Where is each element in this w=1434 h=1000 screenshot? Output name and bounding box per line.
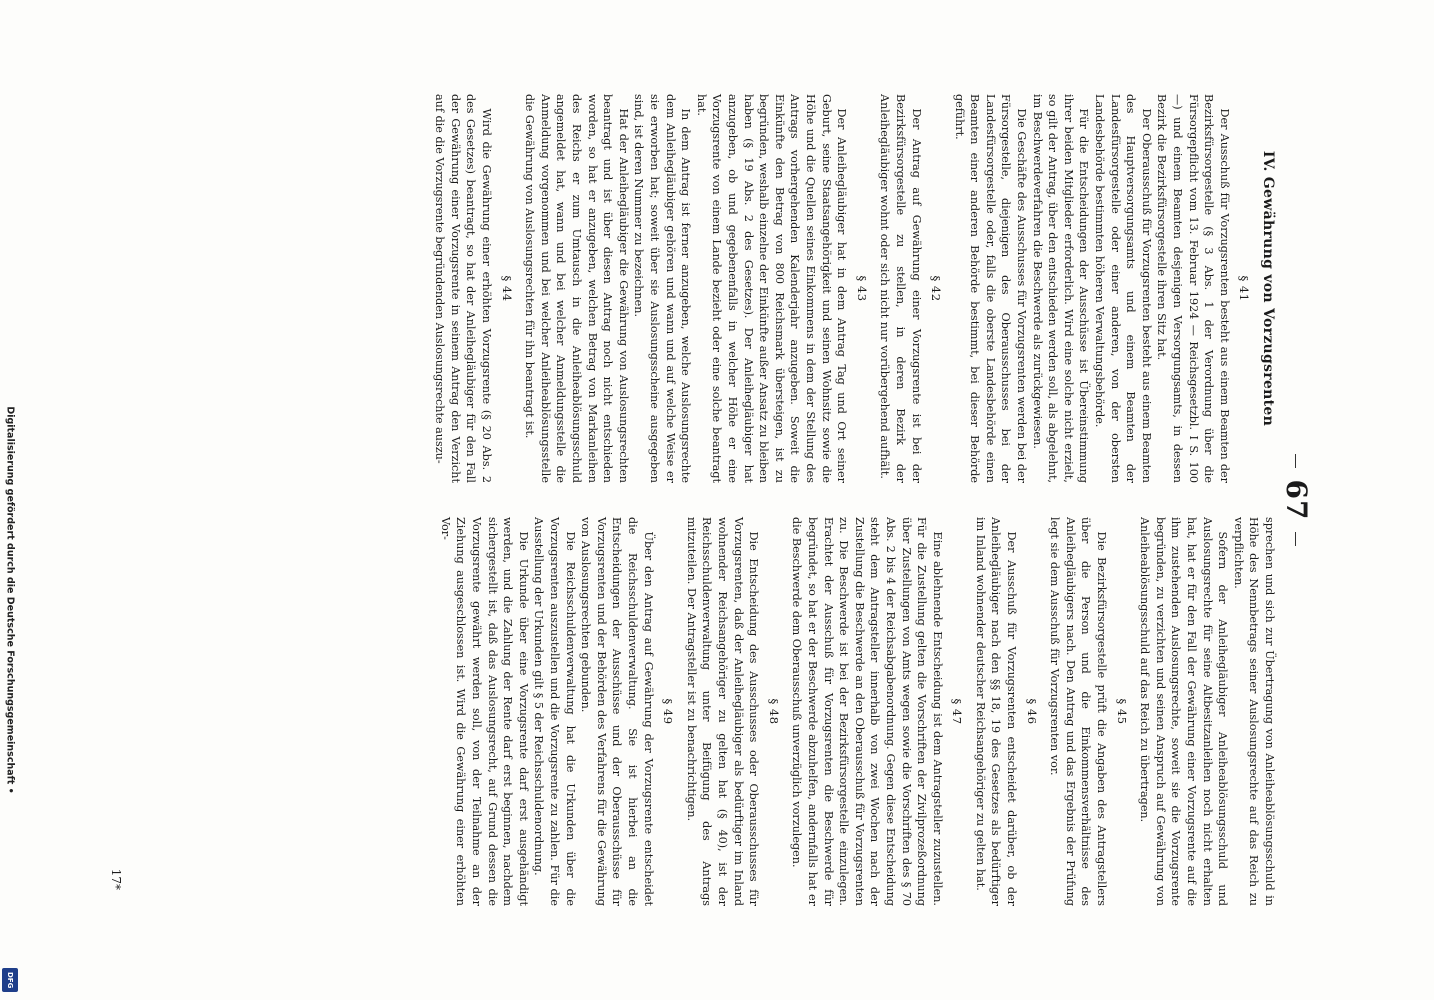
section-title-45: § 45 bbox=[1114, 698, 1129, 725]
header-dash-left bbox=[1296, 454, 1297, 468]
paragraph: Die Bezirksfürsorgestelle prüft die Angaben des Antragstellers über die Person und die Einkommensverhältnisse des Anleihegläubigers nach. Den Antrag und das Ergebnis der Prüfung legt sie dem Ausschuß für Vorzugsrenten vor. bbox=[1048, 517, 1109, 906]
section-title-46: § 46 bbox=[1024, 698, 1039, 725]
paragraph: Die Geschäfte des Ausschusses für Vorzugsrenten werden bei der Fürsorgestelle, diejenigen des Oberausschusses bei der Landesfürsorgestelle oder, falls die oberste Landesbehörde einen Beamten einer anderen Behörde bestimmt, bei dieser Behörde geführt. bbox=[952, 94, 1029, 483]
paragraph: Sofern der Anleihegläubiger Anleiheablösungsschuld und Auslosungsrechte für seine Altbesitzanleihen noch nicht erhalten hat, hat er für den Fall der Gewährung einer Vorzugsrente auf die ihm zustehenden Auslosungsrechte, soweit sie die Vorzugsrente begründen, zu verzichten und seinen Anspruch auf Gewährung von Anleiheablösungsschuld auf das Reich zu übertragen. bbox=[1138, 517, 1230, 906]
section-title-48: § 48 bbox=[766, 698, 781, 725]
rotated-sheet bbox=[97, 70, 1337, 930]
paragraph: Wird die Gewährung einer erhöhten Vorzugsrente (§ 20 Abs. 2 des Gesetzes) beantragt, so hat der Anleihegläubiger für den Fall der Gewährung einer Vorzugsrente in seinem Antrag den Verzicht auf die die Vorzugsrente begründenden Auslosungsrechte auszu- bbox=[433, 94, 494, 483]
paragraph: Für die Entscheidungen der Ausschüsse ist Übereinstimmung ihrer beiden Mitglieder erforderlich. Wird eine solche nicht erzielt, so gilt der Antrag, über den entschieden werden soll, als abgelehnt, im Beschwerdeverfahren die Beschwerde als zurückgewiesen. bbox=[1030, 94, 1091, 483]
paragraph: Der Ausschuß für Vorzugsrenten besteht aus einem Beamten der Bezirksfürsorgestelle (§ 3 Abs. 1 der Verordnung über die Fürsorgepflicht vom 13. Februar 1924 — Reichsgesetzbl. I S. 100 —) und einem Beamten desjenigen Versorgungsamts, in dessen Bezirk die Bezirksfürsorgestelle ihren Sitz hat. bbox=[1155, 94, 1231, 483]
dfg-logo-icon: DFG bbox=[2, 968, 18, 992]
paragraph: Der Anleihegläubiger hat in dem Antrag Tag und Ort seiner Geburt, seine Staatsangehörigkeit und seinen Wohnsitz sowie die Höhe und die Quellen seines Einkommens in dem der Stellung des Antrags vorhergehenden Kalenderjahr anzugeben. Soweit die Einkünfte den Betrag von 800 Reichsmark übersteigen, ist zu begründen, weshalb einzelne der Einkünfte außer Ansatz zu bleiben haben (§ 19 Abs. 2 des Gesetzes). Der Anleihegläubiger hat anzugeben, ob und gegebenenfalls in welcher Höhe er eine Vorzugsrente von einem Lande bezieht oder eine solche beantragt hat. bbox=[694, 94, 849, 483]
page-header bbox=[1281, 94, 1311, 906]
paragraph: Über den Antrag auf Gewährung der Vorzugsrente entscheidet die Reichsschuldenverwaltung. Sie ist hierbei an die Entscheidungen der Ausschüsse und der Oberausschüsse für Vorzugsrenten und der Behörden des Verfahrens für die Gewährung von Auslosungsrechten gebunden. bbox=[579, 517, 655, 906]
paragraph: Die Entscheidung des Ausschusses oder Oberausschusses für Vorzugsrenten, daß der Anleihegläubiger als bedürftiger im Inland wohnender Reichsangehöriger zu gelten hat (§ 40), ist der Reichsschuldenverwaltung unter Beifügung des Antrags mitzuteilen. Der Antragsteller ist zu benachrichtigen. bbox=[684, 517, 761, 906]
paragraph: Der Ausschuß für Vorzugsrenten entscheidet darüber, ob der Anleihegläubiger nach den §§ 18, 19 des Gesetzes als bedürftiger im Inland wohnender deutscher Reichsangehöriger zu gelten hat. bbox=[973, 517, 1019, 906]
text-columns bbox=[432, 94, 1277, 906]
chapter-title: IV. Gewährung von Vorzugsrenten bbox=[1260, 150, 1276, 427]
right-column bbox=[432, 517, 1277, 906]
credit-text: Digitalisierung gefördert durch die Deutsche Forschungsgemeinschaft • bbox=[4, 406, 16, 794]
section-title-44: § 44 bbox=[499, 275, 514, 302]
header-dash-right bbox=[1296, 532, 1297, 546]
paragraph: Die Urkunde über eine Vorzugsrente darf erst ausgehändigt werden, und die Zahlung der Rente darf erst beginnen, nachdem sichergestellt ist, daß das Auslosungsrecht, auf Grund dessen die Vorzugsrente gewährt werden soll, von der Teilnahme an der Ziehung ausgeschlossen ist. Wird die Gewährung einer erhöhten Vor- bbox=[438, 517, 530, 906]
paragraph: Eine ablehnende Entscheidung ist dem Antragsteller zuzustellen. Für die Zustellung gelten die Vorschriften der Zivilprozeßordnung über Zustellungen von Amts wegen sowie die Vorschriften des § 70 Abs. 2 bis 4 der Reichsabgabenordnung. Gegen diese Entscheidung steht dem Antragsteller innerhalb von zwei Wochen nach der Zustellung die Beschwerde an den Oberausschuß für Vorzugsrenten zu. Die Beschwerde ist bei der Bezirksfürsorgestelle einzulegen. Erachtet der Ausschuß für Vorzugsrenten die Beschwerde für begründet, so hat er der Beschwerde abzuhelfen, andernfalls hat er die Beschwerde dem Oberausschuß unverzüglich vorzulegen. bbox=[790, 517, 944, 906]
paragraph: Hat der Anleihegläubiger die Gewährung von Auslosungsrechten beantragt und ist über diesen Antrag noch nicht entschieden worden, so hat er anzugeben, welchen Betrag von Markanleihen des Reichs er zum Umtausch in die Anleiheablösungsschuld angemeldet hat, wann und bei welcher Anmeldungsstelle die Anmeldung vorgenommen und bei welcher Anleiheablösungsstelle die Gewährung von Auslosungsrechten für ihn beantragt ist. bbox=[523, 94, 630, 483]
paragraph: sprechen und sich zur Übertragung von Anleiheablösungsschuld in Höhe des Nennbetrags seiner Auslosungsrechte auf das Reich zu verpflichten. bbox=[1231, 517, 1276, 906]
paragraph: Der Oberausschuß für Vorzugsrenten besteht aus einem Beamten des Hauptversorgungsamts und einem Beamten der Landesfürsorgestelle oder einer anderen, von der obersten Landesbehörde bestimmten höheren Verwaltungsbehörde. bbox=[1093, 94, 1153, 483]
left-column bbox=[432, 94, 1277, 483]
footer-signature: 17* bbox=[108, 868, 123, 890]
paragraph: Die Reichsschuldenverwaltung hat die Urkunden über die Vorzugsrenten auszustellen und die Vorzugsrente zu zahlen. Für die Ausstellung der Urkunden gilt § 5 der Reichsschuldenordnung. bbox=[532, 517, 577, 906]
paragraph: In dem Antrag ist ferner anzugeben, welche Auslosungsrechte dem Anleihegläubiger gehören und wann und auf welche Weise er sie erworben hat; soweit über sie Auslosungsscheine ausgegeben sind, ist deren Nummer zu bezeichnen. bbox=[632, 94, 693, 483]
paragraph: Der Antrag auf Gewährung einer Vorzugsrente ist bei der Bezirksfürsorgestelle zu stellen, in deren Bezirk der Anleihegläubiger wohnt oder sich nicht nur vorübergehend aufhält. bbox=[878, 94, 923, 483]
section-title-49: § 49 bbox=[661, 698, 676, 725]
section-title-47: § 47 bbox=[950, 698, 965, 725]
digitization-credit bbox=[0, 0, 20, 1000]
section-title-43: § 43 bbox=[854, 275, 869, 302]
section-title-42: § 42 bbox=[929, 275, 944, 302]
page-number: 67 bbox=[1279, 479, 1313, 521]
section-title-41: § 41 bbox=[1237, 275, 1252, 302]
